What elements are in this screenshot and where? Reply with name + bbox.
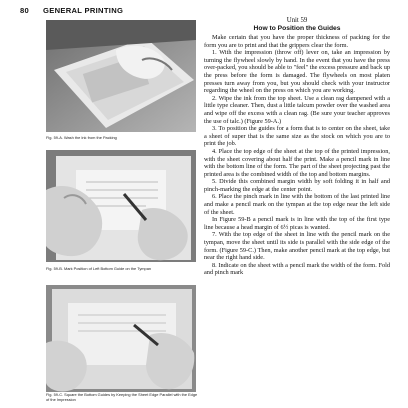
paragraph: Make certain that you have the proper thickness of packing for the form you are to print and that the grippers clear the form. (204, 34, 390, 49)
article-column (204, 17, 390, 408)
figure-59c-photo (46, 285, 196, 392)
unit-label: Unit 59 (286, 17, 308, 24)
paragraph: 2. Wipe the ink from the top sheet. Use a clean rag dampened with a little type cleaner. Then, dust a little talcum powder over the washed area and wipe off the excess with a clean rag. (Be sure your teacher approves the use of talc.) (Figure 59-A.) (204, 94, 390, 125)
paragraph: 4. Place the top edge of the sheet at the top of the printed impression, with the sheet covering about half the print. Make a pencil mark in line with the bottom line of the form. The part of the sheet projecting past the printed area is the combined width of the top and bottom margins. (204, 147, 390, 178)
running-title: GENERAL PRINTING (43, 6, 124, 15)
paragraph: In Figure 59-B a pencil mark is in line with the top of the first type line because a head margin of 6½ picas is wanted. (204, 216, 390, 231)
figure-59a-caption: Fig. 59-A. Wash the Ink from the Packing (46, 135, 117, 140)
paragraph: 7. With the top edge of the sheet in line with the pencil mark on the tympan, move the sheet until its side is parallel with the side edge of the form. (Figure 59-C.) Then, make another pencil mark at the top edge, but near the right hand side. (204, 231, 390, 262)
page-number: 80 (20, 6, 30, 15)
paragraph: 8. Indicate on the sheet with a pencil mark the width of the form. Fold and pinch mark (204, 261, 390, 277)
paragraph: 6. Place the pinch mark in line with the bottom of the last printed line and make a pencil mark on the tympan at the top edge near the left side of the sheet. (204, 193, 390, 216)
figure-59b-photo (46, 150, 196, 262)
figure-59c-caption: Fig. 59-C. Square the Bottom Guides by Keeping the Sheet Edge Parallel with the Edge of the Impression (46, 392, 198, 402)
paragraph: 5. Divide this combined margin width by soft folding it in half and pinch-marking the edge at the center point. (204, 178, 390, 193)
section-heading: How to Position the Guides (253, 25, 341, 32)
figure-59a-photo (46, 20, 196, 132)
paragraph: 3. To position the guides for a form that is to center on the sheet, take a sheet of super that is the same size as the stock on which you are to print the job. (204, 125, 390, 148)
figure-59b-caption: Fig. 59-B. Mark Position of Left Bottom Guide on the Tympan (46, 266, 152, 271)
running-header (8, 4, 398, 16)
paragraph: 1. With the impression (throw off) lever on, take an impression by turning the flywheel slowly by hand. In the event that you have the press over-packed, you should be able to "feel" the excess pressure and back up the press before the form is damaged. The flywheels on most platen presses turn away from you, but you should check with your instructor regarding the wheel on the press on which you are working. (204, 49, 390, 95)
